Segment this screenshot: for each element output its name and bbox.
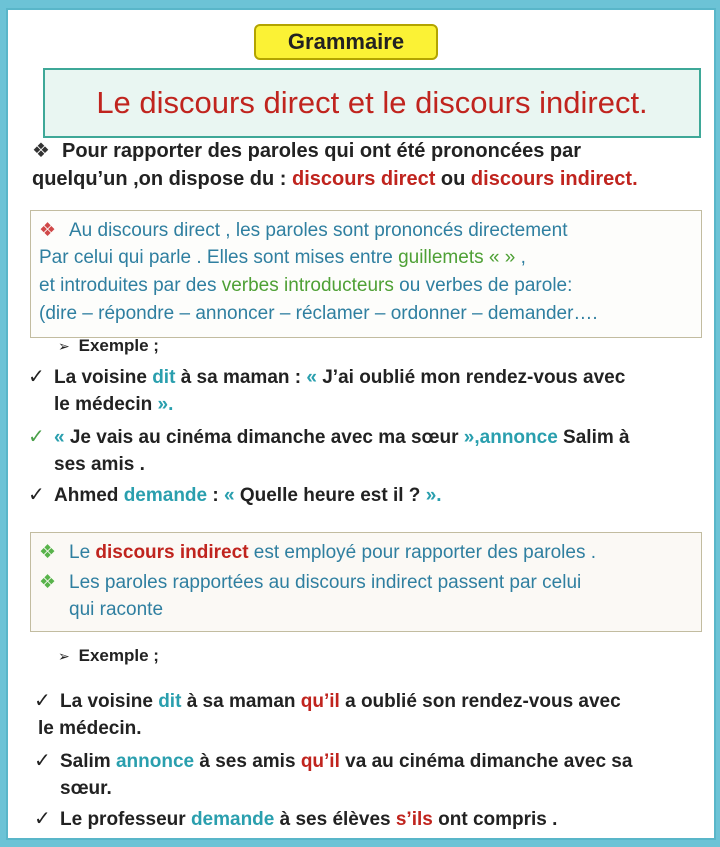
example-heading-2 [58, 646, 159, 666]
indirect-text: qui raconte [69, 599, 164, 620]
diamond-bullet-icon: ❖ [39, 220, 57, 241]
quote-mark: ». [425, 485, 442, 506]
example-text: Quelle heure est il ? [234, 485, 426, 506]
arrow-bullet-icon: ➢ [58, 648, 70, 664]
headline-text: Le discours direct et le discours indirect. [96, 85, 648, 120]
intro-line-2 [32, 168, 638, 191]
verbes-introducteurs-term: verbes introducteurs [221, 275, 394, 296]
direct-text-4: (dire – répondre – annoncer – réclamer – ordonner – demander…. [39, 303, 598, 324]
check-icon: ✓ [34, 690, 51, 712]
example-text: va au cinéma dimanche avec sa [339, 751, 633, 772]
direct-example-2-line-2 [54, 454, 145, 476]
example-text: ses amis . [54, 454, 145, 475]
example-text: Ahmed [54, 485, 124, 506]
direct-line-1 [39, 219, 567, 242]
term-discours-direct: discours direct [291, 168, 436, 190]
example-text: Salim à [557, 427, 630, 448]
indirect-example-1-line-1 [34, 688, 621, 713]
example-text: La voisine [54, 367, 153, 388]
diamond-bullet-icon: ❖ [32, 140, 50, 162]
verb-demande: demande [190, 809, 275, 830]
intro-connector: ou [435, 168, 471, 190]
verb-annonce: annonce [115, 751, 195, 772]
indirect-line-1 [39, 541, 596, 564]
quote-mark: « [54, 427, 65, 448]
indirect-example-2-line-1 [34, 748, 632, 773]
title-label [254, 24, 438, 60]
quote-mark: ». [157, 394, 174, 415]
term-discours-indirect: discours indirect. [470, 168, 638, 190]
term-discours-indirect: discours indirect [95, 542, 249, 563]
intro-text-2: quelqu’un ,on dispose du : [32, 168, 292, 190]
direct-text-1: Au discours direct , les paroles sont prononcés directement [69, 220, 568, 241]
example-text: à ses amis [194, 751, 301, 772]
verb-dit: dit [158, 691, 182, 712]
intro-text-1: Pour rapporter des paroles qui ont été prononcées par [62, 140, 581, 162]
conjunction-qu-il: qu’il [300, 691, 340, 712]
example-text: Salim [60, 751, 116, 772]
conjunction-s-ils: s’ils [395, 809, 433, 830]
check-icon: ✓ [34, 750, 51, 772]
verb-demande: demande [123, 485, 208, 506]
example-heading-1 [58, 336, 159, 356]
example-text: a oublié son rendez-vous avec [339, 691, 621, 712]
example-text: à sa maman : [175, 367, 307, 388]
verb-dit: dit [152, 367, 176, 388]
indirect-text: Le [69, 542, 96, 563]
indirect-line-2 [39, 571, 581, 594]
guillemets-term: guillemets « » [398, 247, 516, 268]
quote-mark: « [306, 367, 317, 388]
example-text: La voisine [60, 691, 159, 712]
example-text: le médecin [54, 394, 158, 415]
example-text: sœur. [60, 778, 112, 799]
direct-example-2-line-1 [28, 424, 630, 449]
check-icon: ✓ [28, 484, 45, 506]
example-text: Je vais au cinéma dimanche avec ma sœur [64, 427, 464, 448]
verb-annonce: annonce [479, 427, 558, 448]
check-icon: ✓ [28, 366, 45, 388]
diamond-bullet-icon: ❖ [39, 542, 57, 563]
direct-text-3-suffix: ou verbes de parole: [393, 275, 573, 296]
example-text: ont compris . [432, 809, 558, 830]
arrow-bullet-icon: ➢ [58, 338, 70, 354]
conjunction-qu-il: qu’il [300, 751, 340, 772]
indirect-example-1-line-2 [38, 718, 142, 740]
example-text: à sa maman [181, 691, 301, 712]
check-icon: ✓ [28, 426, 45, 448]
lesson-sheet [8, 10, 714, 838]
example-text: J’ai oublié mon rendez-vous avec [316, 367, 626, 388]
example-label: Exemple ; [78, 646, 159, 665]
direct-text-2-suffix: , [515, 247, 526, 268]
quote-mark: », [463, 427, 480, 448]
direct-text-2: Par celui qui parle . Elles sont mises entre [39, 247, 399, 268]
direct-line-2 [39, 247, 526, 269]
direct-example-1-line-2 [54, 394, 173, 416]
example-text: : [207, 485, 224, 506]
direct-line-4 [39, 303, 598, 325]
direct-example-1-line-1 [28, 364, 625, 389]
title-text: Grammaire [287, 29, 405, 54]
example-text: Le professeur [60, 809, 191, 830]
check-icon: ✓ [34, 808, 51, 830]
indirect-text: est employé pour rapporter des paroles . [248, 542, 596, 563]
diamond-bullet-icon: ❖ [39, 572, 57, 593]
example-text: à ses élèves [274, 809, 396, 830]
indirect-line-3 [69, 599, 163, 621]
indirect-definition-box [30, 532, 702, 632]
example-label: Exemple ; [78, 336, 159, 355]
headline-box [43, 68, 701, 138]
indirect-example-2-line-2 [60, 778, 112, 800]
quote-mark: « [224, 485, 235, 506]
intro-line-1 [32, 138, 581, 163]
direct-definition-box [30, 210, 702, 338]
example-text: le médecin. [38, 718, 142, 739]
indirect-text: Les paroles rapportées au discours indirect passent par celui [69, 572, 582, 593]
direct-text-3: et introduites par des [39, 275, 222, 296]
indirect-example-3-line-1 [34, 806, 557, 831]
direct-example-3-line-1 [28, 482, 442, 507]
direct-line-3 [39, 275, 572, 297]
